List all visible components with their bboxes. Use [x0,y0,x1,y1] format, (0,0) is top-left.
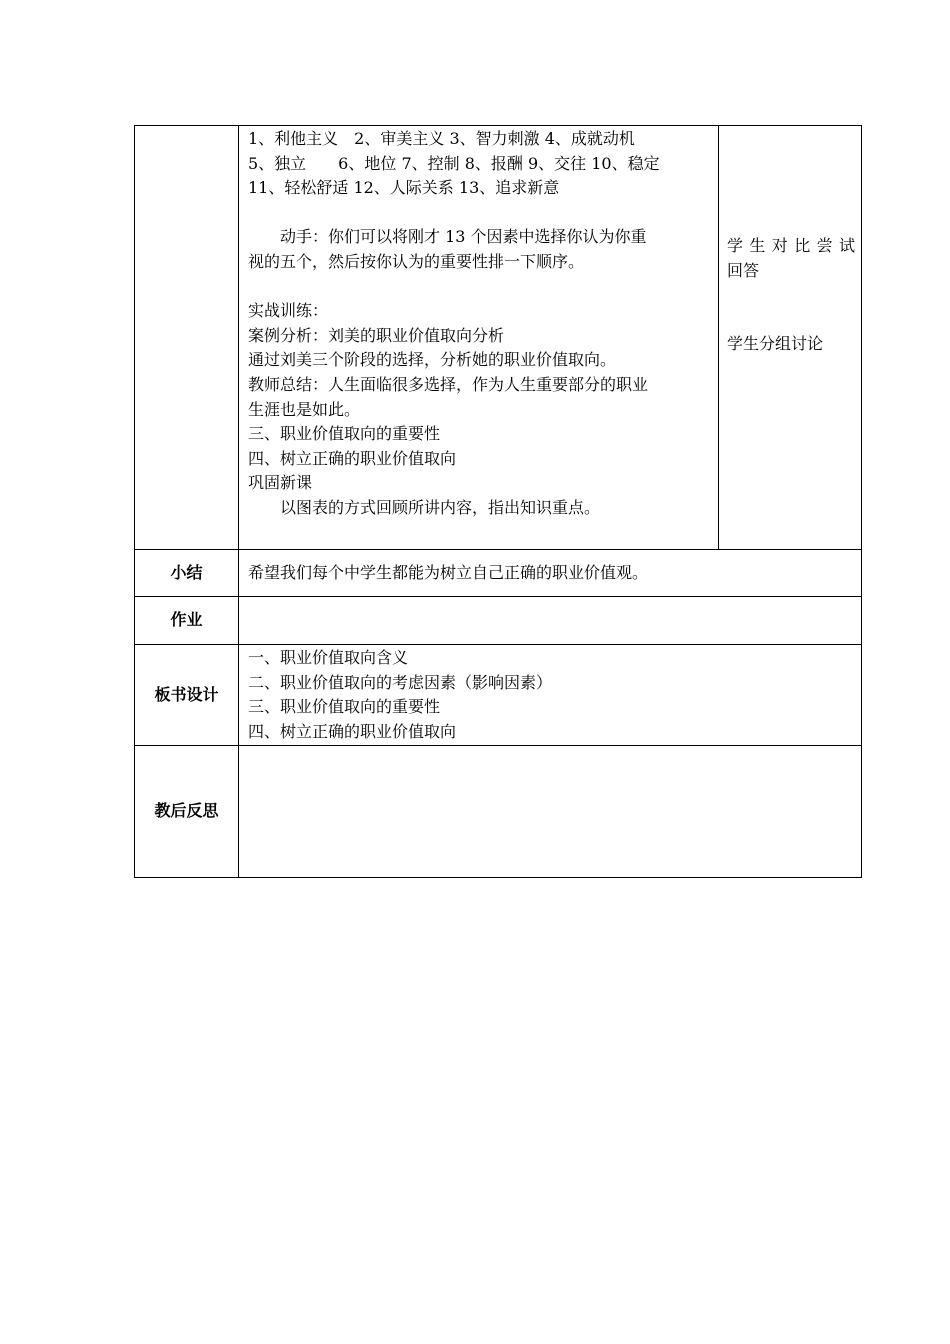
homework-label: 作业 [135,597,239,645]
section-four: 四、树立正确的职业价值取向 [248,448,457,468]
section-three: 三、职业价值取向的重要性 [248,424,441,444]
teaching-process-row [135,126,862,550]
board-design-label: 板书设计 [135,645,239,746]
reflection-content-cell [239,746,862,878]
factors-line: 5、独立 6、地位 7、控制 8、报酬 9、交往 10、稳定 [248,153,660,173]
factors-line: 11、轻松舒适 12、人际关系 13、追求新意 [248,178,560,198]
practice-title: 实战训练： [248,301,329,321]
homework-row [135,597,862,645]
teacher-summary-line: 生涯也是如此。 [248,399,361,419]
process-label-cell [135,126,239,550]
summary-label: 小结 [135,550,239,597]
process-content-cell [239,126,719,550]
case-title: 案例分析：刘美的职业价值取向分析 [248,325,505,345]
homework-content-cell [239,597,862,645]
student-activity-line: 回答 [727,260,760,280]
summary-content-cell [239,550,862,597]
consolidate-title: 巩固新课 [248,473,313,493]
teacher-summary-line: 教师总结：人生面临很多选择，作为人生重要部分的职业 [248,374,649,394]
student-activity-cell [719,126,862,550]
board-item: 一、职业价值取向含义 [248,648,409,667]
board-item: 二、职业价值取向的考虑因素（影响因素） [248,672,553,692]
summary-text: 希望我们每个中学生都能为树立自己正确的职业价值观。 [248,562,649,582]
reflection-label: 教后反思 [135,746,239,878]
consolidate-description: 以图表的方式回顾所讲内容，指出知识重点。 [280,497,601,517]
student-activity-line: 学生分组讨论 [727,334,824,354]
activity-line: 动手：你们可以将刚才 13 个因素中选择你认为你重 [280,227,647,247]
lesson-plan-table [134,125,862,878]
board-design-content-cell [239,645,862,746]
case-description: 通过刘美三个阶段的选择，分析她的职业价值取向。 [248,350,617,370]
board-item: 四、树立正确的职业价值取向 [248,721,457,741]
activity-line: 视的五个，然后按你认为的重要性排一下顺序。 [248,251,585,271]
board-design-row [135,645,862,746]
summary-row [135,550,862,597]
reflection-row [135,746,862,878]
board-item: 三、职业价值取向的重要性 [248,697,441,717]
student-activity-line: 学生对比尝试 [727,236,855,255]
factors-line: 1、利他主义 2、审美主义 3、智力刺激 4、成就动机 [248,129,635,148]
